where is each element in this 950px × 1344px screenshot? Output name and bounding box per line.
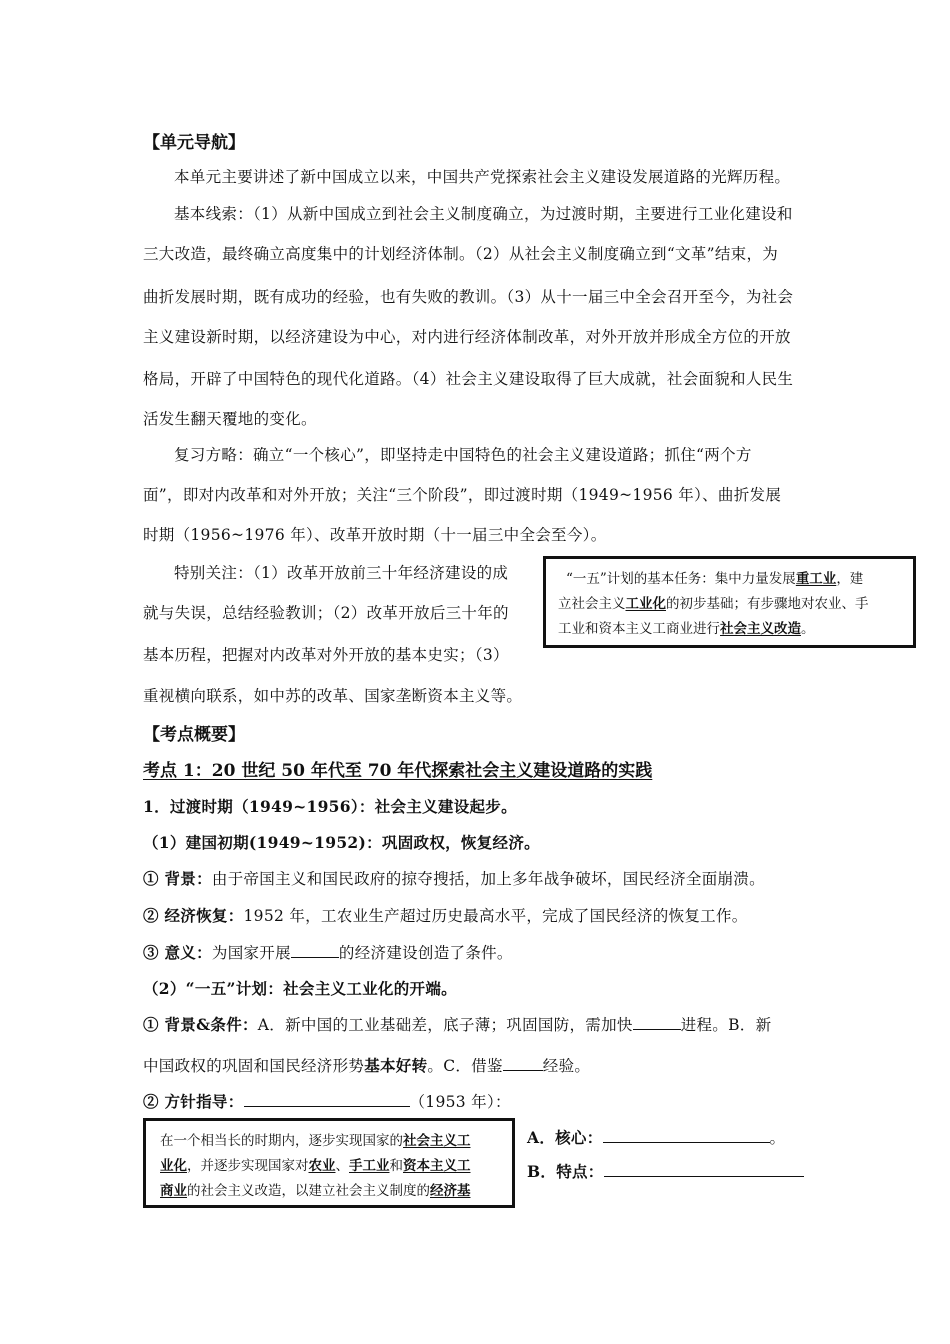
section-heading-summary: 【考点概要】 [143,725,245,745]
section-1-1: （1）建国初期(1949~1952)：巩固政权，恢复经济。 [143,833,540,852]
fill-blank[interactable] [633,1015,681,1030]
clue-line: 主义建设新时期，以经济建设为中心，对内进行经济体制改革，对外开放并形成全方位的开放 [143,328,791,346]
section-1-2: （2）“一五”计划：社会主义工业化的开端。 [143,979,457,998]
fill-blank[interactable] [291,943,339,958]
recovery-line: ② 经济恢复：1952 年，工农业生产超过历史最高水平，完成了国民经济的恢复工作。 [143,906,748,925]
strategy-line: 时期（1956~1976 年）、改革开放时期（十一届三中全会至今）。 [143,526,607,544]
box-line: 商业的社会主义改造，以建立社会主义制度的经济基 [160,1183,471,1199]
fill-blank[interactable] [603,1128,770,1143]
intro-paragraph: 本单元主要讲述了新中国成立以来，中国共产党探索社会主义建设发展道路的光辉历程。 [174,168,791,186]
point1-title: 考点 1：20 世纪 50 年代至 70 年代探索社会主义建设道路的实践 [143,761,653,781]
clue-line: 格局，开辟了中国特色的现代化道路。（4）社会主义建设取得了巨大成就，社会面貌和人民生 [143,370,794,388]
focus-line: 基本历程，把握对内改革对外开放的基本史实；（3） [143,646,509,664]
box-line: 立社会主义工业化的初步基础；有步骤地对农业、手 [558,596,869,612]
focus-line: 特别关注：（1）改革开放前三十年经济建设的成 [174,564,509,582]
strategy-line: 复习方略：确立“一个核心”，即坚持走中国特色的社会主义建设道路；抓住“两个方 [174,446,752,464]
five-year-plan-task-box [543,556,916,648]
condition-line: ① 背景&条件：A．新中国的工业基础差，底子薄；巩固国防，需加快 进程。B．新 [143,1015,772,1034]
strategy-line: 面”，即对内改革和对外开放；关注“三个阶段”，即过渡时期（1949~1956 年）、曲折发展 [143,486,782,504]
section-heading-nav: 【单元导航】 [143,133,245,153]
feature-line: B．特点： [527,1160,804,1182]
core-line: A．核心： 。 [527,1128,786,1147]
box-line: 在一个相当长的时期内，逐步实现国家的社会主义工 [160,1133,471,1149]
clue-line: 三大改造，最终确立高度集中的计划经济体制。（2）从社会主义制度确立到“文革”结束，为 [143,245,779,263]
box-line: 工业和资本主义工商业进行社会主义改造。 [558,621,815,637]
clue-line: 曲折发展时期，既有成功的经验，也有失败的教训。（3）从十一届三中全会召开至今，为社会 [143,288,794,306]
focus-line: 重视横向联系，如中苏的改革、国家垄断资本主义等。 [143,687,523,705]
clue-line: 活发生翻天覆地的变化。 [143,410,317,428]
box-line: “一五”计划的基本任务：集中力量发展重工业，建 [566,571,864,587]
box-line: 业化，并逐步实现国家对农业、手工业和资本主义工 [160,1158,471,1174]
significance-line: ③ 意义：为国家开展 的经济建设创造了条件。 [143,943,513,962]
policy-line: ② 方针指导： （1953 年）： [143,1092,511,1111]
fill-blank[interactable] [244,1092,410,1107]
clue-line: 基本线索：（1）从新中国成立到社会主义制度确立，为过渡时期，主要进行工业化建设和 [174,205,793,223]
background-line: ① 背景：由于帝国主义和国民政府的掠夺搜括，加上多年战争破坏，国民经济全面崩溃。 [143,869,765,888]
general-line-box [143,1118,515,1208]
fill-blank[interactable] [503,1056,543,1071]
section-1: 1．过渡时期（1949~1956）：社会主义建设起步。 [143,797,517,816]
condition-line-2: 中国政权的巩固和国民经济形势基本好转。C．借鉴 经验。 [143,1056,591,1075]
fill-blank[interactable] [604,1162,804,1177]
focus-line: 就与失误，总结经验教训；（2）改革开放后三十年的 [143,604,509,622]
